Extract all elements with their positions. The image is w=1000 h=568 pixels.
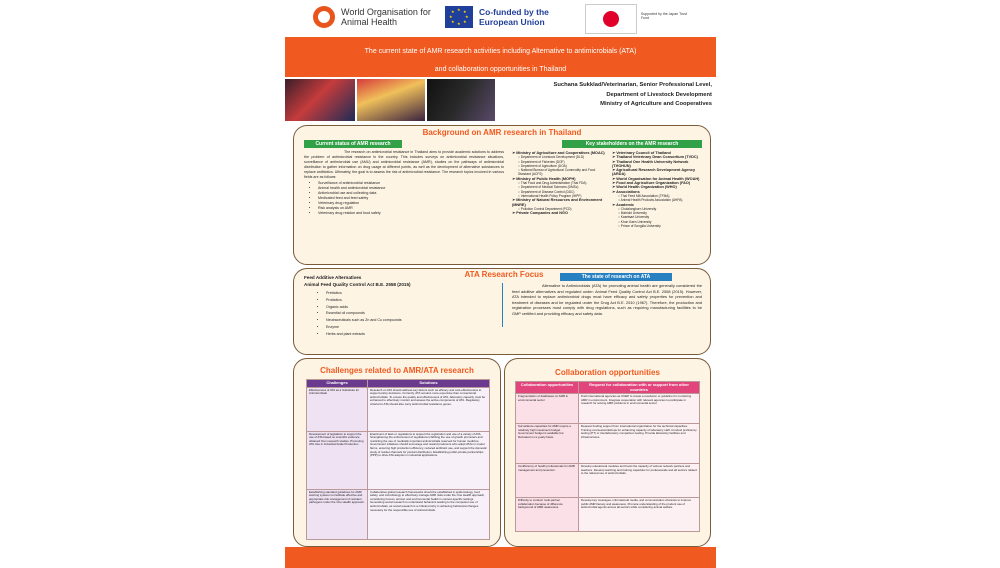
collaboration-panel (504, 358, 711, 547)
list-item: • Medicated feed and feed safety (318, 196, 504, 201)
forum-photo-1 (285, 79, 355, 121)
ata-divider (502, 283, 503, 327)
request-cell: Push international agencies as UNEP to create a resolution or guideline for monitoring AMR in environment. Integrate cooperation with relevant agencies to participate in research for solving AMR problems in environmental sector. (579, 394, 700, 424)
stakeholder-item: ➢ Agricultural Research Development Agency (ARDA) (612, 168, 696, 177)
table-row (516, 394, 700, 424)
stakeholder-item: ○ Thai Food and Drug Administration (Thai FDA) (518, 181, 587, 186)
author-block (497, 81, 712, 110)
stakeholder-item: ○ National Bureau of Agricultural Commodity and Food Standard (ACFS) (518, 168, 596, 177)
stakeholder-item: ➢ Ministry of Agriculture and Cooperatives (MOAC) (512, 151, 605, 155)
list-item: • Surveillance of antimicrobial resistance (318, 181, 504, 186)
title-banner (285, 37, 716, 77)
table-row (516, 464, 700, 498)
request-cell: Request funding support from international organization for the technical capacities. Training courses/workshops for enhancing capacity of laboratory staff. Conduct proficiency testing (PT) or interlaboratory comparison testing. Provide laboratory facilities and infrastructures. (579, 424, 700, 464)
stakeholder-item: ○ Department of Fisheries (DOF) (518, 159, 565, 164)
stakeholders-left (512, 151, 608, 215)
opportunity-cell: Surveillance capacities for AMR require a relatively high investment budget. Government budget is available but fluctuated on a yearly basis. (516, 424, 579, 464)
stakeholder-item: ○ Department of Disease Control (DDC) (518, 189, 575, 194)
stakeholder-item: ➢ Associations (612, 189, 640, 194)
current-status-tag: Current status of AMR research (304, 140, 402, 148)
feed-additive-title: Feed Additive Alternatives (304, 275, 362, 280)
table-row (307, 387, 490, 431)
poster (285, 0, 716, 568)
stakeholder-item: ➢ World Organisation for Animal Health (WOAH) (612, 176, 700, 181)
collab-request-header: Request for collaboration with or support from other countries (579, 382, 700, 394)
opportunity-cell: Fragmentation of databases on AMR in environmental sector (516, 394, 579, 424)
stakeholder-item: ➢ Thailand One Health University Network (THOHUN) (612, 159, 689, 168)
solutions-header: Solutions (368, 380, 490, 388)
eu-flag-icon: ★ ★ ★ ★ ★ ★ ★ ★ (445, 6, 473, 28)
challenges-header: Challenges (307, 380, 368, 388)
collab-opportunities-header: Collaboration opportunities (516, 382, 579, 394)
list-item: • Prebiotics (326, 290, 504, 297)
list-item: • Animal health and antimicrobial resistance (318, 186, 504, 191)
table-row (516, 424, 700, 464)
forum-photo-3 (427, 79, 495, 121)
title-line-1: The current state of AMR research activities including Alternative to antimicrobials (ATA) (364, 48, 637, 55)
woah-name: World Organisation for Animal Health (341, 7, 431, 27)
collaboration-table (515, 381, 700, 532)
logo-bar (285, 0, 716, 37)
stakeholder-item: ➢ Private Companies and NGO (512, 211, 568, 216)
list-item: • Neutraceuticals such as Zn and Cu compounds (326, 317, 504, 324)
stakeholder-item: ○ Thai Feed Mill Association (TFMA) (618, 193, 670, 198)
stakeholder-item: ➢ Ministry of Natural Resources and Environment (MNRE) (512, 198, 603, 207)
solution-cell: Enactment of laws or regulations to support the registration and use of a variety of ATA. Strengthening the enforcement of regulations inhibiting the use of growth promoters and restricting the use of medically important antimicrobials reserved for human medicine. Government initiatives should encourage and reward producers who adopt ATAs in model farms, ensuring high production efficiency, reduced antibiotic use, and support the domestic study of market channels for product distribution. Establishing public-private partnerships (PPP) to drive ATA adoption in industrial applications. (368, 431, 490, 489)
list-item: • Veterinary drug regulation (318, 201, 504, 206)
table-row (307, 431, 490, 489)
ata-state-tag: The state of research on ATA (560, 273, 672, 281)
challenge-cell: Development of legislation to support the use of ATA based on scientific evidence obtained from research studies. Promoting ATA Use in Industrial-Scale Production (307, 431, 368, 489)
list-item: • Enzyme (326, 324, 504, 331)
stakeholder-item: ○ Department of Livestock Development (DLD) (518, 155, 585, 160)
feed-act: Animal Feed Quality Control Act B.E. 2558 (2015) (304, 282, 411, 287)
stakeholder-item: ➢ Ministry of Public Health (MOPH) (512, 176, 576, 181)
list-item: • Risk analysis on AMR (318, 206, 504, 211)
title-line-2: and collaboration opportunities in Thailand (434, 66, 567, 73)
stakeholder-item: ○ Department of Agriculture (DOA) (518, 163, 567, 168)
key-stakeholders-tag: Key stakeholders on the AMR research (562, 140, 702, 148)
challenges-title: Challenges related to AMR/ATA research (320, 366, 474, 375)
list-item: • Probiotics (326, 297, 504, 304)
list-item: • Antimicrobial use and collecting data (318, 191, 504, 196)
author-name: Suchana Sukklad/Veterinarian, Senior Professional Level, (553, 82, 712, 88)
ata-panel (293, 268, 711, 355)
request-cell: Develop key messages, informational media, and communication channels to improve public AMR literacy and awareness. Promote understanding of the prudent use of antimicrobial agents across all sectors while considering animal welfare. (579, 498, 700, 532)
author-department: Department of Livestock Development (606, 91, 712, 98)
table-row (307, 489, 490, 539)
stakeholder-item: ○ Mahidol University (618, 211, 647, 216)
background-intro: The research on antimicrobial resistance in Thailand aims to provide academic solutions to address the problem of antimicrobial resistance in the country. This includes surveys on antimicrobial resistance situations, surveillance of antimicrobial use (AMU) and antimicrobial resistance (AMR), studies on the pathways of antimicrobial distribution to gather information on drug usage at different points, as well as the development of alternative substances to replace antibiotics. Ultimately, the goal is to assess the risk of antimicrobial resistance. The research topics involved in various fields are as follows: (304, 150, 505, 180)
japan-flag-icon (585, 4, 637, 34)
list-item: • Veterinary drug residue and food safety (318, 211, 504, 216)
ata-state-text: Alternative to Antimicrobials (ATA) for promoting animal health are generally considered the feed additive alternatives and regulated under: Animal Feed Quality Control Act B.E. 2558 (2015). However, ATA intended to replace antimicrobial drugs must have efficacy and safety properties for prevention and treatment of diseases and be regulated under the Drug Act B.E. 2510 (1967). Therefore, the production and registration processes must comply with drug regulations, such as requiring manufacturing facilities to be GMP certified and providing efficacy and safety data. (512, 283, 702, 316)
eu-cofunded-text: Co-funded by the European Union (479, 7, 549, 27)
stakeholder-item: ○ Pollution Control Department (PCD) (518, 206, 572, 211)
list-item: • Essential oil compounds (326, 310, 504, 317)
opportunity-cell: Insufficiency of health professionals for AMR management and prevention. (516, 464, 579, 498)
background-status-text (304, 150, 504, 216)
background-title: Background on AMR research in Thailand (422, 128, 582, 137)
stakeholder-item: ○ Department of Medical Sciences (DMSc) (518, 185, 579, 190)
stakeholder-item: ➢ World Health Organization (WHO) (612, 185, 677, 190)
stakeholder-item: ➢ Academic (612, 202, 635, 207)
feed-items (304, 290, 504, 338)
stakeholder-item: ○ Animal Health Products Association (AHPA) (618, 198, 683, 203)
author-ministry: Ministry of Agriculture and Cooperatives (600, 101, 712, 107)
challenge-cell: Establishing standard guidelines for AMR warning systems to facilitate effective and appropriate risk management of resistant pathogens under the One Health approach. (307, 489, 368, 539)
ata-title: ATA Research Focus (464, 270, 544, 279)
japan-support-text: Supported by the Japan Trust Fund (641, 12, 687, 20)
stakeholder-item: ➢ Veterinary Council of Thailand (612, 151, 671, 155)
list-item: • Organic acids (326, 304, 504, 311)
solution-cell: Research on ATA should address key factors such as efficacy and cost-effectiveness to support policy decisions. Currently, ATA remains more expensive than conventional antimicrobials. To ensure the quality and effectiveness of ATA, laboratory capacity must be enhanced to effectively monitor and assess the active components of ATA. Regulatory criteria for ATA should also carry antimicrobial resistance genes. (368, 387, 490, 431)
stakeholder-item: ○ Khon Kaen University (618, 219, 652, 224)
table-row (516, 498, 700, 532)
stakeholder-item: ○ Kasetsart University (618, 215, 650, 220)
stakeholder-item: ○ Chulalongkorn University (618, 206, 657, 211)
stakeholder-item: ○ Prince of Songkla University (618, 224, 661, 229)
challenges-table (306, 379, 490, 540)
background-panel (293, 125, 711, 265)
stakeholder-item: ➢ Thailand Veterinary Dean Consortium (TVDC) (612, 155, 698, 160)
stakeholder-item: ➢ Food and Agriculture Organization (FAO) (612, 181, 691, 186)
challenges-panel (293, 358, 501, 547)
forum-photos (285, 79, 495, 121)
list-item: • Herbs and plant extracts (326, 331, 504, 338)
opportunity-cell: Difficulty to conduct multi-partner collaboration because of difference background of AMR awareness. (516, 498, 579, 532)
stakeholder-item: ○ International Health Policy Program (IHPP) (518, 193, 582, 198)
request-cell: Develop educational modules and boost the capacity of various network partners and teachers. Develop teaching and training capacities for professionals and all sectors related to the rational use of antimicrobials. (579, 464, 700, 498)
challenge-cell: Effectiveness of ATA as a Substitute for Antimicrobials (307, 387, 368, 431)
research-topics-list (304, 181, 504, 217)
stakeholders-right (612, 151, 706, 228)
forum-photo-2 (357, 79, 425, 121)
solution-cell: Collaborative global research frameworks should be established in epidemiology, food safety, and microbiology to effectively manage AMR risks under the One Health approach, considering human, animal, and environmental health in context-specific settings. Generating social research to understand behaviors leading to the competent use of antimicrobials, as social research is a critical priority in achieving behavioral changes necessary for the responsible use of antimicrobials. (368, 489, 490, 539)
woah-logo-icon (313, 6, 335, 28)
footer-bar (285, 547, 716, 568)
collaboration-title: Collaboration opportunities (555, 368, 660, 377)
